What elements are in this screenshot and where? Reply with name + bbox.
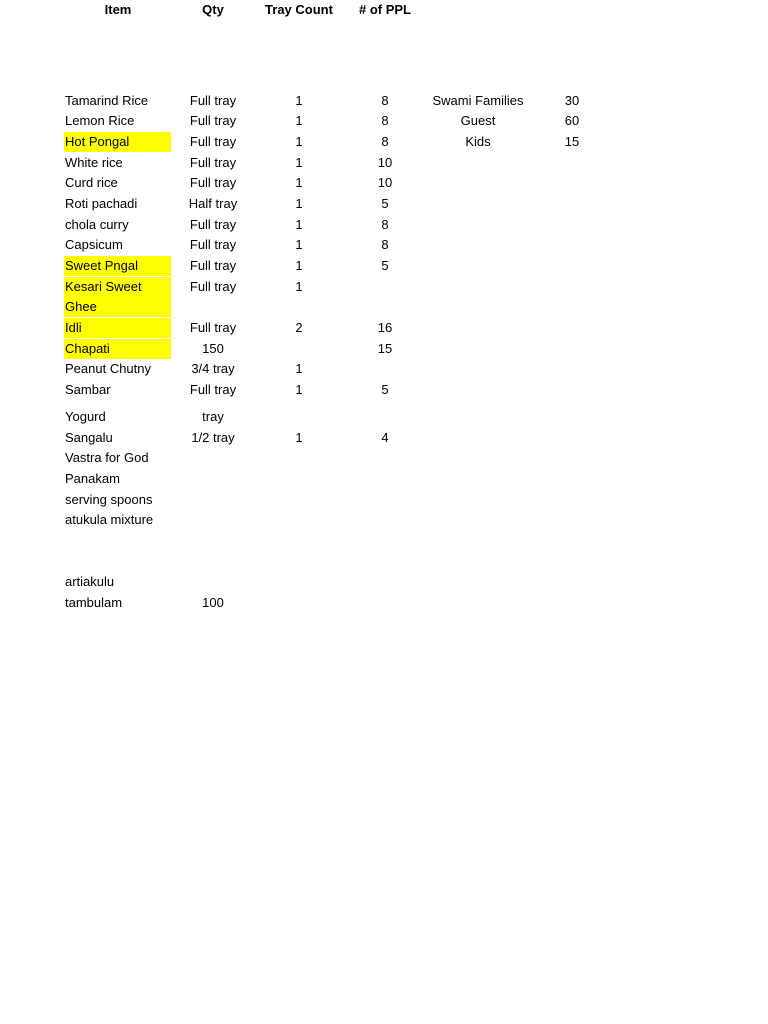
- cell-ppl: 10: [377, 155, 393, 170]
- cell-item: Lemon Rice: [65, 113, 135, 128]
- cell-item: Sangalu: [65, 430, 113, 445]
- cell-tray: 1: [295, 237, 303, 252]
- cell-ppl: 8: [381, 93, 389, 108]
- cell-tray: 1: [295, 155, 303, 170]
- cell-item: Curd rice: [65, 175, 118, 190]
- cell-ppl: [343, 572, 427, 592]
- cell-tray: [255, 490, 343, 510]
- cell-qty: Full tray: [189, 175, 237, 190]
- cell-tray: [255, 297, 343, 317]
- cell-qty: Half tray: [188, 196, 238, 211]
- cell-ppl: 16: [377, 320, 393, 335]
- cell-qty: Full tray: [189, 237, 237, 252]
- cell-qty: 1/2 tray: [191, 430, 235, 445]
- cell-tray: 1: [295, 258, 303, 273]
- cell-item: Hot Pongal: [64, 132, 171, 152]
- cell-qty: Full tray: [189, 279, 237, 294]
- cell-ppl: 8: [381, 217, 389, 232]
- cell-tray: [255, 448, 343, 468]
- guest-count: 60: [564, 113, 580, 128]
- header-qty: Qty: [202, 2, 224, 17]
- cell-item: Peanut Chutny: [65, 361, 152, 376]
- guest-count: 15: [564, 134, 580, 149]
- cell-qty: Full tray: [189, 320, 237, 335]
- cell-qty: 3/4 tray: [191, 361, 235, 376]
- guest-count: 30: [564, 93, 580, 108]
- cell-ppl: 5: [381, 196, 389, 211]
- cell-tray: 1: [295, 217, 303, 232]
- cell-tray: 1: [295, 113, 303, 128]
- cell-ppl: [343, 297, 427, 317]
- cell-qty: 100: [202, 595, 224, 610]
- cell-qty: [171, 448, 255, 468]
- guest-label: Swami Families: [432, 93, 524, 108]
- cell-tray: [255, 593, 343, 613]
- header-ppl: # of PPL: [358, 2, 411, 17]
- cell-ppl: [343, 359, 427, 379]
- cell-item: tambulam: [65, 595, 123, 610]
- cell-item: artiakulu: [65, 574, 115, 589]
- cell-qty: Full tray: [189, 134, 237, 149]
- cell-item: Panakam: [65, 471, 120, 486]
- cell-ppl: 15: [377, 341, 393, 356]
- cell-qty: Full tray: [189, 93, 237, 108]
- guest-label: Kids: [465, 134, 491, 149]
- header-item: Item: [104, 2, 132, 17]
- cell-item: Idli: [64, 318, 171, 338]
- cell-item: Sweet Pngal: [64, 256, 171, 276]
- cell-qty: [171, 469, 255, 489]
- cell-tray: 2: [295, 320, 303, 335]
- cell-tray: 1: [295, 175, 303, 190]
- cell-qty: Full tray: [189, 155, 237, 170]
- cell-item: Kesari Sweet: [64, 277, 171, 297]
- cell-item: Roti pachadi: [65, 196, 138, 211]
- cell-qty: Full tray: [189, 258, 237, 273]
- cell-ppl: [343, 469, 427, 489]
- cell-tray: [255, 469, 343, 489]
- cell-ppl: [343, 490, 427, 510]
- cell-ppl: 5: [381, 258, 389, 273]
- cell-ppl: 10: [377, 175, 393, 190]
- cell-tray: 1: [295, 279, 303, 294]
- cell-ppl: 8: [381, 134, 389, 149]
- cell-ppl: [343, 448, 427, 468]
- cell-ppl: 4: [381, 430, 389, 445]
- cell-item: Chapati: [64, 339, 171, 359]
- cell-ppl: [343, 593, 427, 613]
- cell-qty: Full tray: [189, 217, 237, 232]
- cell-item: serving spoons: [65, 492, 153, 507]
- cell-tray: 1: [295, 382, 303, 397]
- cell-qty: [171, 297, 255, 317]
- cell-qty: 150: [202, 341, 224, 356]
- cell-item: Tamarind Rice: [65, 93, 149, 108]
- cell-tray: [255, 572, 343, 592]
- cell-qty: [171, 510, 255, 530]
- cell-qty: tray: [202, 409, 224, 424]
- cell-item: Sambar: [65, 382, 111, 397]
- cell-item: Yogurd: [65, 409, 106, 424]
- cell-qty: Full tray: [189, 113, 237, 128]
- cell-ppl: 8: [381, 237, 389, 252]
- cell-ppl: [343, 407, 427, 427]
- cell-qty: [171, 490, 255, 510]
- cell-tray: [255, 339, 343, 359]
- cell-item: Ghee: [64, 297, 171, 317]
- cell-item: atukula mixture: [65, 512, 154, 527]
- cell-ppl: [343, 277, 427, 297]
- header-tray-count: Tray Count: [265, 2, 333, 17]
- cell-tray: 1: [295, 430, 303, 445]
- cell-ppl: [343, 510, 427, 530]
- guest-label: Guest: [460, 113, 496, 128]
- cell-tray: 1: [295, 196, 303, 211]
- cell-tray: 1: [295, 361, 303, 376]
- cell-qty: Full tray: [189, 382, 237, 397]
- cell-item: Capsicum: [65, 237, 123, 252]
- cell-ppl: 5: [381, 382, 389, 397]
- cell-tray: 1: [295, 93, 303, 108]
- cell-ppl: 8: [381, 113, 389, 128]
- cell-item: White rice: [65, 155, 123, 170]
- cell-qty: [171, 572, 255, 592]
- cell-tray: [255, 510, 343, 530]
- cell-tray: 1: [295, 134, 303, 149]
- cell-tray: [255, 407, 343, 427]
- cell-item: chola curry: [65, 217, 129, 232]
- cell-item: Vastra for God: [65, 450, 149, 465]
